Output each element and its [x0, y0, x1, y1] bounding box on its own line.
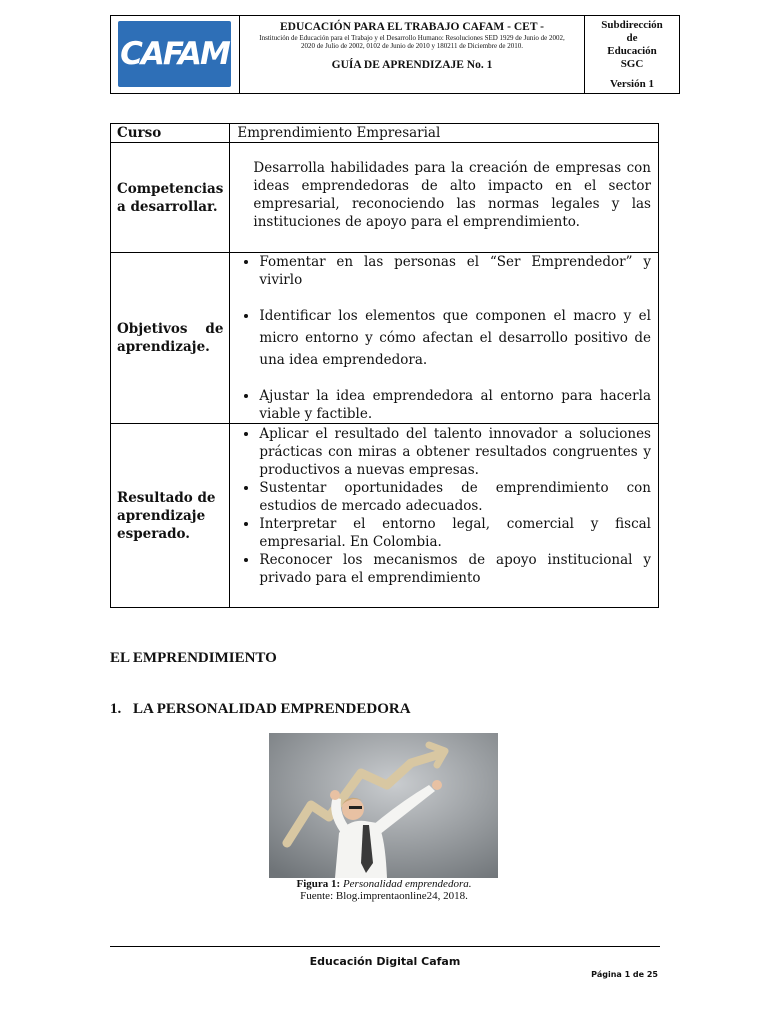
objectives-list	[237, 253, 651, 423]
competencies-label: Competencias a desarrollar.	[111, 143, 230, 253]
course-label: Curso	[111, 124, 230, 143]
table-row	[111, 253, 659, 424]
list-item: • Fomentar en las personas el “Ser Emprendedor” y vivirlo	[259, 253, 651, 289]
objectives-label: Objetivos de aprendizaje.	[111, 253, 230, 424]
table-row	[111, 143, 659, 253]
subdirection-line: SGC	[620, 58, 644, 70]
figure-label: Figura 1:	[296, 878, 341, 890]
footer-divider	[110, 946, 660, 947]
institution-resolutions: Institución de Educación para el Trabajo y el Desarrollo Humano: Resoluciones SED 1929 de Junio de 2002, 2020 de Julio de 2002, 0102 de Junio de 2010 y 180211 de Diciembre de 2010.	[259, 34, 565, 50]
list-item: • Interpretar el entorno legal, comercial y fiscal empresarial. En Colombia.	[259, 515, 651, 551]
subdirection-line: de	[626, 32, 638, 44]
version-label: Versión 1	[610, 78, 654, 90]
subsection-title: LA PERSONALIDAD EMPRENDEDORA	[133, 701, 411, 717]
subdirection-label	[585, 19, 679, 71]
figure-caption-text: Personalidad emprendedora.	[342, 878, 472, 890]
header-title-cell	[240, 16, 585, 93]
entrepreneur-photo	[269, 733, 498, 878]
list-item: • Reconocer los mecanismos de apoyo institucional y privado para el emprendimiento	[259, 551, 651, 587]
subdirection-line: Subdirección	[601, 19, 663, 31]
subsection-heading	[110, 701, 411, 718]
course-value: Emprendimiento Empresarial	[230, 124, 659, 143]
results-list	[237, 425, 651, 587]
figure-title	[200, 878, 568, 890]
cafam-logo	[118, 21, 231, 87]
section-heading: EL EMPRENDIMIENTO	[110, 650, 277, 666]
document-header	[110, 15, 680, 94]
figure-source: Fuente: Blog.imprentaonline24, 2018.	[300, 890, 468, 902]
subdirection-line: Educación	[607, 45, 657, 57]
course-table	[110, 123, 659, 608]
competencies-text: Desarrolla habilidades para la creación de empresas con ideas emprendedoras de alto impacto en el sector empresarial, reconociendo las normas legales y las instituciones de apoyo para el emprendimiento.	[253, 159, 651, 230]
logo-cell	[111, 16, 240, 93]
entrepreneur-illustration	[269, 733, 498, 878]
subsection-number: 1.	[110, 701, 122, 717]
table-row	[111, 124, 659, 143]
guide-title: GUÍA DE APRENDIZAJE No. 1	[331, 59, 493, 71]
results-label: Resultado de aprendizaje esperado.	[111, 424, 230, 608]
page-number: Página 1 de 25	[591, 970, 658, 979]
header-right-cell	[585, 16, 679, 93]
figure-caption	[200, 878, 568, 902]
list-item: • Identificar los elementos que componen el macro y el micro entorno y cómo afectan el desarrollo positivo de una idea emprendedora.	[259, 305, 651, 371]
table-row	[111, 424, 659, 608]
list-item: • Ajustar la idea emprendedora al entorno para hacerla viable y factible.	[259, 387, 651, 423]
institution-title: EDUCACIÓN PARA EL TRABAJO CAFAM - CET -	[280, 21, 544, 33]
list-item: • Sustentar oportunidades de emprendimiento con estudios de mercado adecuados.	[259, 479, 651, 515]
footer-text: Educación Digital Cafam	[309, 955, 461, 968]
list-item: • Aplicar el resultado del talento innovador a soluciones prácticas con miras a obtener resultados congruentes y productivos a nuevas empresas.	[259, 425, 651, 479]
logo-text: CAFAM	[120, 36, 229, 72]
